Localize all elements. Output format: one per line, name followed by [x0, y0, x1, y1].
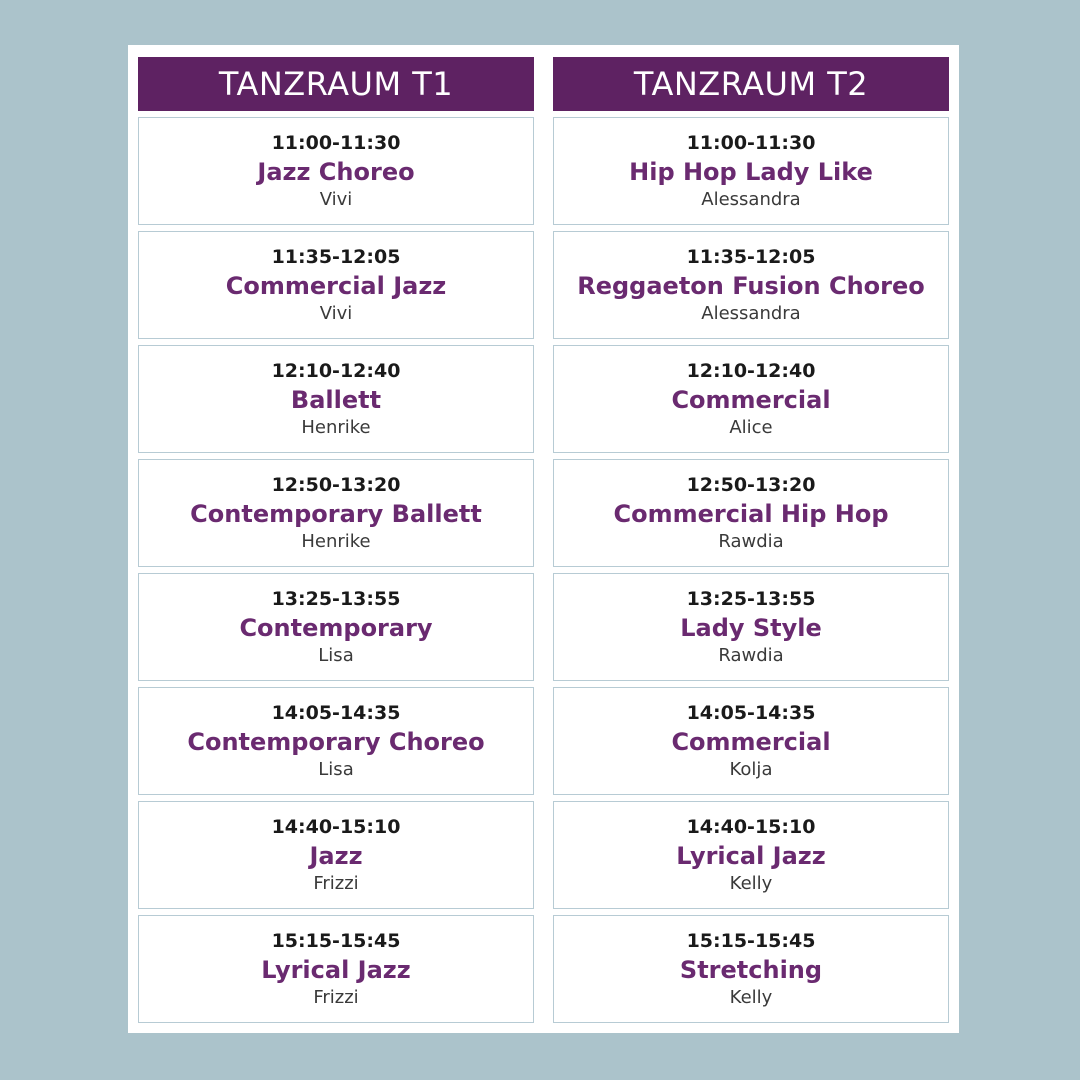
slot-class-name: Commercial — [671, 728, 831, 756]
slot-teacher: Kelly — [729, 873, 773, 894]
time-slot — [138, 345, 534, 453]
slot-teacher: Rawdia — [718, 645, 784, 666]
time-slot — [138, 801, 534, 909]
slot-class-name: Commercial — [671, 386, 831, 414]
schedule-sheet — [128, 45, 959, 1033]
room-column-t1 — [138, 57, 534, 1029]
slot-time: 11:35-12:05 — [271, 246, 401, 268]
slot-class-name: Reggaeton Fusion Choreo — [577, 272, 925, 300]
slot-teacher: Vivi — [319, 303, 353, 324]
room-header: TANZRAUM T2 — [553, 57, 949, 111]
slot-teacher: Lisa — [318, 759, 354, 780]
slot-class-name: Lyrical Jazz — [676, 842, 826, 870]
slot-class-name: Contemporary Choreo — [187, 728, 485, 756]
slot-time: 11:35-12:05 — [686, 246, 816, 268]
slot-teacher: Lisa — [318, 645, 354, 666]
slot-time: 12:50-13:20 — [686, 474, 816, 496]
slot-class-name: Commercial Jazz — [225, 272, 447, 300]
time-slot — [138, 459, 534, 567]
slot-class-name: Jazz — [309, 842, 363, 870]
slot-teacher: Kelly — [729, 987, 773, 1008]
slot-teacher: Kolja — [729, 759, 773, 780]
slot-class-name: Lady Style — [680, 614, 822, 642]
time-slot — [553, 801, 949, 909]
slot-time: 15:15-15:45 — [686, 930, 816, 952]
slot-time: 14:05-14:35 — [271, 702, 401, 724]
slot-class-name: Commercial Hip Hop — [613, 500, 889, 528]
time-slot — [138, 687, 534, 795]
room-header: TANZRAUM T1 — [138, 57, 534, 111]
slot-class-name: Contemporary — [239, 614, 433, 642]
slot-list — [138, 117, 534, 1023]
slot-class-name: Stretching — [679, 956, 823, 984]
time-slot — [553, 117, 949, 225]
slot-list — [553, 117, 949, 1023]
slot-time: 12:50-13:20 — [271, 474, 401, 496]
slot-teacher: Alessandra — [701, 189, 801, 210]
slot-time: 12:10-12:40 — [686, 360, 816, 382]
time-slot — [553, 345, 949, 453]
slot-teacher: Frizzi — [313, 873, 359, 894]
slot-time: 15:15-15:45 — [271, 930, 401, 952]
time-slot — [553, 459, 949, 567]
time-slot — [138, 231, 534, 339]
time-slot — [138, 573, 534, 681]
room-column-t2 — [553, 57, 949, 1029]
slot-teacher: Vivi — [319, 189, 353, 210]
slot-teacher: Rawdia — [718, 531, 784, 552]
time-slot — [553, 573, 949, 681]
time-slot — [553, 915, 949, 1023]
slot-teacher: Henrike — [301, 531, 371, 552]
time-slot — [138, 915, 534, 1023]
slot-class-name: Lyrical Jazz — [261, 956, 411, 984]
time-slot — [553, 231, 949, 339]
slot-time: 13:25-13:55 — [271, 588, 401, 610]
slot-class-name: Hip Hop Lady Like — [629, 158, 873, 186]
slot-teacher: Alessandra — [701, 303, 801, 324]
slot-class-name: Jazz Choreo — [257, 158, 415, 186]
slot-teacher: Henrike — [301, 417, 371, 438]
slot-time: 13:25-13:55 — [686, 588, 816, 610]
slot-teacher: Alice — [729, 417, 773, 438]
slot-time: 14:40-15:10 — [271, 816, 401, 838]
slot-class-name: Ballett — [290, 386, 382, 414]
time-slot — [553, 687, 949, 795]
slot-time: 11:00-11:30 — [271, 132, 401, 154]
time-slot — [138, 117, 534, 225]
slot-time: 14:40-15:10 — [686, 816, 816, 838]
slot-time: 11:00-11:30 — [686, 132, 816, 154]
slot-class-name: Contemporary Ballett — [190, 500, 482, 528]
slot-teacher: Frizzi — [313, 987, 359, 1008]
slot-time: 14:05-14:35 — [686, 702, 816, 724]
slot-time: 12:10-12:40 — [271, 360, 401, 382]
